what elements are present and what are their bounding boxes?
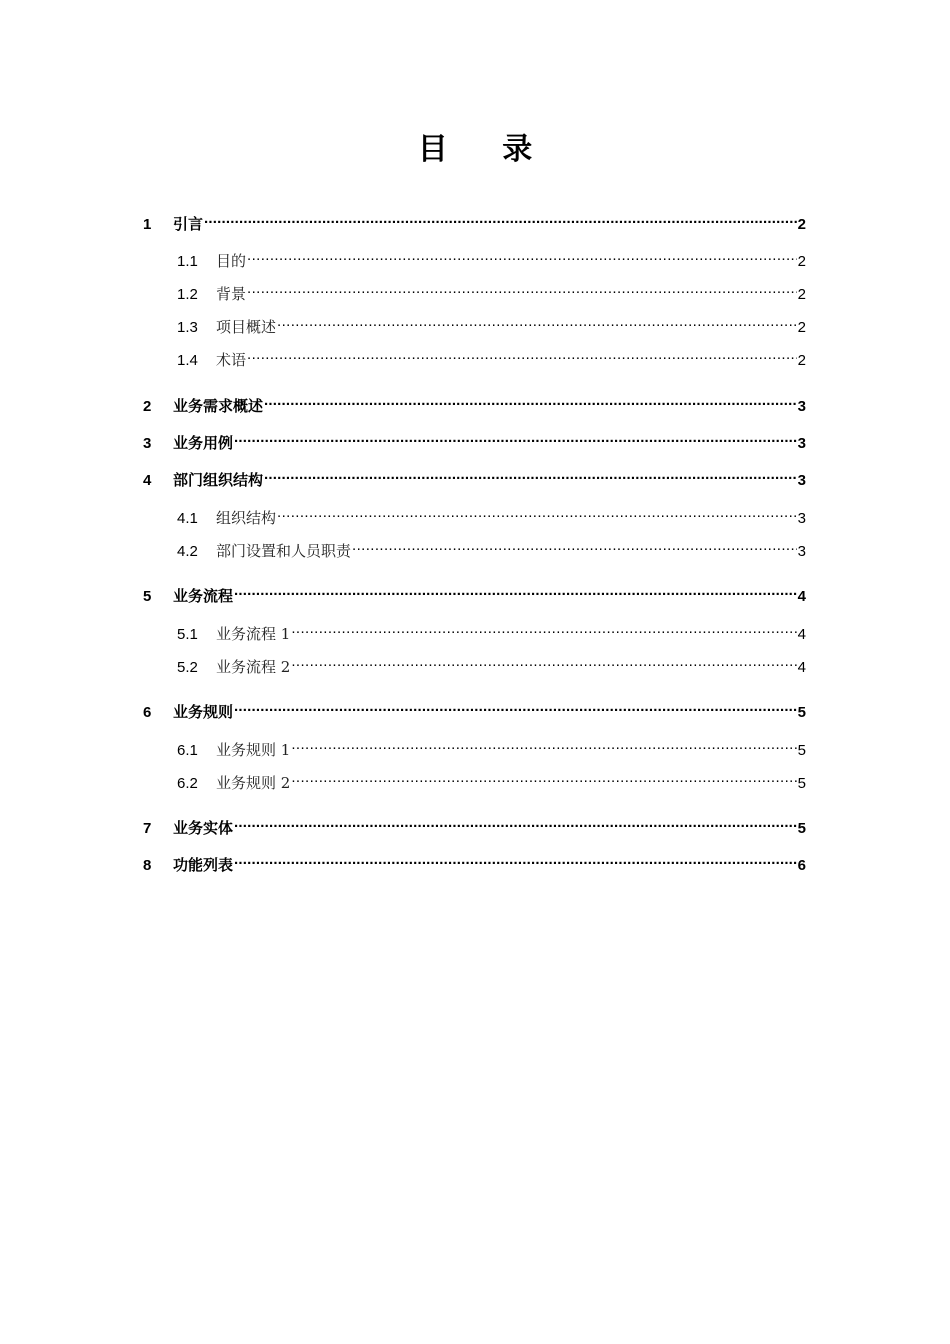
toc-entry-page: 4	[797, 626, 806, 643]
toc-entry-text: 业务流程 2	[216, 658, 291, 676]
toc-entry-text: 部门设置和人员职责	[216, 542, 352, 560]
toc-entry-page: 3	[797, 472, 806, 489]
toc-leader-dots	[234, 850, 797, 870]
toc-leader-dots	[204, 209, 797, 229]
toc-entry-number: 1.3	[177, 319, 198, 336]
toc-entry-text: 功能列表	[173, 856, 234, 874]
toc-entry-text: 业务实体	[173, 819, 234, 837]
toc-entry-number: 1	[143, 216, 152, 233]
toc-entry-page: 2	[797, 319, 806, 336]
toc-entry-text: 业务规则 1	[216, 741, 291, 759]
toc-entry-4[interactable]	[143, 465, 806, 489]
toc-entry-number: 1.1	[177, 253, 198, 270]
toc-entry-2[interactable]	[143, 391, 806, 415]
toc-entry-text: 背景	[216, 285, 247, 303]
toc-leader-dots	[264, 465, 797, 485]
toc-entry-number: 5.1	[177, 626, 198, 643]
toc-entry-text: 业务规则 2	[216, 774, 291, 792]
toc-entry-1-4[interactable]	[177, 345, 806, 369]
toc-leader-dots	[234, 813, 797, 833]
toc-leader-dots	[291, 768, 796, 788]
toc-entry-page: 4	[797, 588, 806, 605]
toc-entry-text: 业务流程	[173, 587, 234, 605]
toc-entry-4-1[interactable]	[177, 503, 806, 527]
toc-entry-number: 7	[143, 820, 152, 837]
toc-entry-7[interactable]	[143, 813, 806, 837]
toc-entry-number: 4.2	[177, 543, 198, 560]
toc-entry-text: 引言	[173, 215, 204, 233]
toc-entry-text: 术语	[216, 351, 247, 369]
toc-leader-dots	[264, 391, 797, 411]
toc-entry-number: 6.1	[177, 742, 198, 759]
toc-title: 目 录	[417, 132, 555, 167]
toc-leader-dots	[277, 312, 797, 332]
toc-entry-1-2[interactable]	[177, 279, 806, 303]
toc-entry-page: 6	[797, 857, 806, 874]
toc-entry-5[interactable]	[143, 581, 806, 605]
toc-entry-number: 1.4	[177, 352, 198, 369]
toc-entry-number: 3	[143, 435, 152, 452]
toc-entry-page: 3	[797, 435, 806, 452]
toc-leader-dots	[291, 652, 796, 672]
toc-entry-4-2[interactable]	[177, 536, 806, 560]
toc-entry-6-1[interactable]	[177, 735, 806, 759]
toc-entry-text: 业务流程 1	[216, 625, 291, 643]
toc-entry-page: 5	[797, 704, 806, 721]
toc-entry-number: 8	[143, 857, 152, 874]
toc-entry-1-1[interactable]	[177, 246, 806, 270]
toc-entry-text: 目的	[216, 252, 247, 270]
toc-entry-6[interactable]	[143, 697, 806, 721]
toc-entry-page: 2	[797, 216, 806, 233]
toc-leader-dots	[247, 246, 797, 266]
toc-entry-page: 5	[797, 775, 806, 792]
toc-leader-dots	[291, 735, 796, 755]
toc-entry-number: 4.1	[177, 510, 198, 527]
toc-entry-8[interactable]	[143, 850, 806, 874]
toc-leader-dots	[234, 581, 797, 601]
toc-entry-text: 项目概述	[216, 318, 277, 336]
toc-entry-number: 4	[143, 472, 152, 489]
toc-entry-text: 业务规则	[173, 703, 234, 721]
toc-entry-page: 2	[797, 352, 806, 369]
toc-entry-page: 3	[797, 398, 806, 415]
toc-leader-dots	[234, 697, 797, 717]
toc-entry-3[interactable]	[143, 428, 806, 452]
toc-entry-text: 组织结构	[216, 509, 277, 527]
toc-entry-page: 4	[797, 659, 806, 676]
toc-entry-text: 业务用例	[173, 434, 234, 452]
toc-entry-number: 5	[143, 588, 152, 605]
toc-entry-5-1[interactable]	[177, 619, 806, 643]
toc-leader-dots	[234, 428, 797, 448]
toc-entry-page: 2	[797, 253, 806, 270]
toc-entry-text: 部门组织结构	[173, 471, 264, 489]
toc-entry-page: 3	[797, 543, 806, 560]
toc-leader-dots	[352, 536, 797, 556]
toc-entry-6-2[interactable]	[177, 768, 806, 792]
toc-leader-dots	[247, 279, 797, 299]
toc-entry-number: 1.2	[177, 286, 198, 303]
toc-entry-number: 6	[143, 704, 152, 721]
toc-leader-dots	[247, 345, 797, 365]
toc-entry-number: 5.2	[177, 659, 198, 676]
toc-entry-number: 2	[143, 398, 152, 415]
toc-entry-page: 5	[797, 820, 806, 837]
toc-entry-page: 5	[797, 742, 806, 759]
toc-entry-page: 2	[797, 286, 806, 303]
toc-entry-1[interactable]	[143, 209, 806, 233]
toc-entry-1-3[interactable]	[177, 312, 806, 336]
toc-leader-dots	[277, 503, 797, 523]
toc-entry-number: 6.2	[177, 775, 198, 792]
toc-entry-page: 3	[797, 510, 806, 527]
toc-entry-5-2[interactable]	[177, 652, 806, 676]
toc-entry-text: 业务需求概述	[173, 397, 264, 415]
toc-leader-dots	[291, 619, 796, 639]
